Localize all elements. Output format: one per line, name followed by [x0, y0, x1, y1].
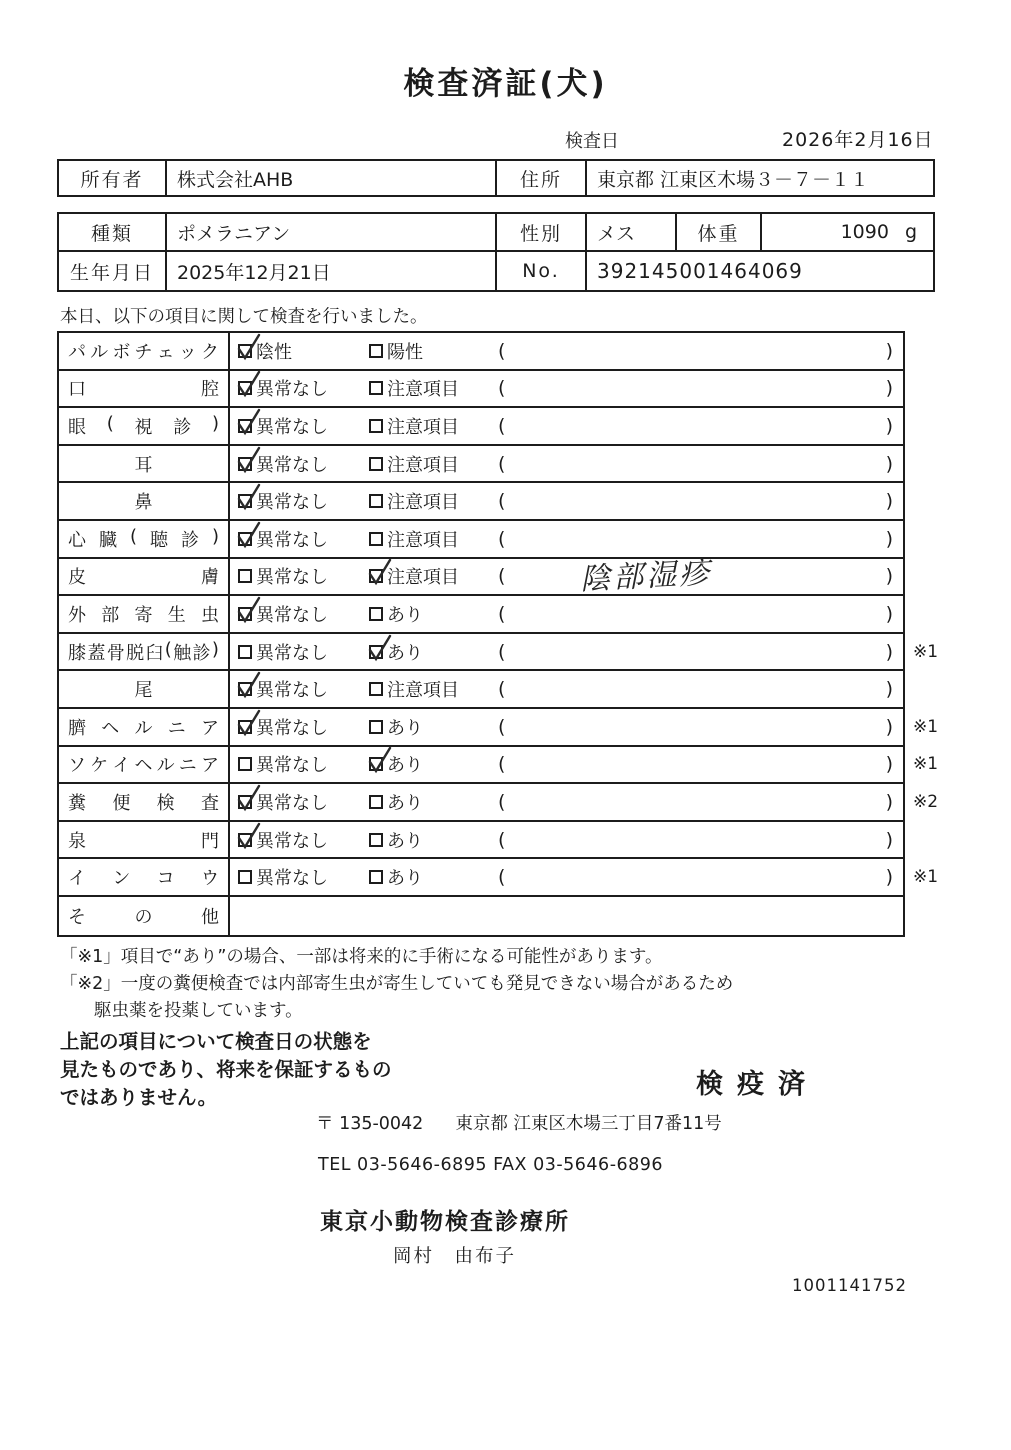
paren-field [498, 822, 893, 858]
checkbox-1 [238, 569, 252, 583]
item-label: 鼻 [134, 492, 153, 514]
check-mark-icon [236, 408, 262, 436]
disclaimer-line-2: 見たものであり、将来を保証するもの [60, 1058, 392, 1081]
paren-open: ( [498, 602, 506, 625]
check-mark-icon [236, 370, 262, 398]
option-1 [238, 559, 328, 595]
item-cell [59, 408, 230, 444]
row-content [230, 446, 903, 482]
row-content [230, 596, 903, 632]
clinic-name: 東京小動物検査診療所 [320, 1209, 570, 1235]
paren-field [498, 555, 893, 597]
item-cell [59, 747, 230, 783]
option1-label: 異常なし [256, 567, 328, 589]
paren-field [498, 483, 893, 519]
breed-row [59, 214, 933, 252]
check-mark-icon [236, 596, 262, 624]
checkbox-2 [369, 494, 383, 508]
paren-field [498, 859, 893, 895]
paren-field [498, 747, 893, 783]
option-1 [238, 859, 328, 895]
no-label: No. [497, 252, 587, 290]
item-cell [59, 897, 230, 935]
row-content [230, 555, 903, 597]
row-content [230, 747, 903, 783]
paren-close: ) [885, 377, 893, 400]
checkbox-2 [369, 419, 383, 433]
option-2 [369, 521, 459, 557]
row-content [230, 709, 903, 745]
item-label: 尾 [134, 680, 153, 702]
option2-label: 陽性 [387, 341, 423, 363]
row-content [230, 784, 903, 820]
option2-label: あり [387, 830, 423, 852]
owner-table [57, 159, 935, 197]
inspection-row [59, 555, 903, 597]
check-mark-icon [236, 483, 262, 511]
item-label: 耳 [134, 454, 153, 476]
row-content [230, 822, 903, 858]
paren-close: ) [885, 527, 893, 550]
inspection-row [59, 446, 903, 484]
check-mark-icon [367, 746, 393, 774]
row-content [230, 483, 903, 519]
row-content [230, 634, 903, 670]
checkbox-2 [369, 757, 383, 771]
option1-label: 異常なし [256, 868, 328, 890]
checkbox-2 [369, 532, 383, 546]
option-1 [238, 371, 328, 407]
birth-row [59, 252, 933, 290]
inspection-row [59, 333, 903, 371]
row-content [230, 408, 903, 444]
inspection-row [59, 822, 903, 860]
option2-label: あり [387, 604, 423, 626]
paren-field [498, 596, 893, 632]
checkbox-1 [238, 344, 252, 358]
option1-label: 異常なし [256, 792, 328, 814]
option1-label: 異常なし [256, 642, 328, 664]
option2-label: あり [387, 717, 423, 739]
item-label: 皮 膚 [68, 567, 219, 589]
sex-label: 性別 [497, 214, 587, 250]
item-cell [59, 671, 230, 707]
option-1 [238, 822, 328, 858]
row-note: ※1 [913, 641, 939, 662]
paren-open: ( [498, 527, 506, 550]
row-note: ※1 [913, 754, 939, 775]
option1-label: 異常なし [256, 604, 328, 626]
checkbox-1 [238, 720, 252, 734]
disclaimer [60, 1028, 392, 1112]
check-mark-icon [236, 784, 262, 812]
option-1 [238, 408, 328, 444]
row-content [230, 521, 903, 557]
item-label: 糞 便 検 査 [68, 792, 219, 814]
option-2 [369, 709, 423, 745]
postal-line [316, 1110, 722, 1135]
paren-field [498, 446, 893, 482]
item-cell [59, 859, 230, 895]
weight-value: 1090 [840, 221, 889, 243]
option-2 [369, 671, 459, 707]
option2-label: 注意項目 [387, 529, 459, 551]
option-2 [369, 634, 423, 670]
row-content [230, 897, 903, 935]
weight-unit: g [904, 221, 917, 243]
checkbox-2 [369, 720, 383, 734]
option1-label: 異常なし [256, 755, 328, 777]
item-label: ソ ケ イ ヘ ル ニ ア [68, 755, 219, 777]
item-cell [59, 709, 230, 745]
inspection-row [59, 709, 939, 747]
option-2 [369, 371, 459, 407]
row-note: ※2 [913, 791, 939, 812]
vet-name: 岡村 由布子 [393, 1246, 517, 1267]
paren-close: ) [885, 452, 893, 475]
checkbox-1 [238, 532, 252, 546]
checkbox-1 [238, 419, 252, 433]
page-title: 検査済証(犬) [403, 66, 608, 102]
inspection-row [59, 747, 939, 785]
paren-open: ( [498, 377, 506, 400]
tel-fax-line: TEL 03-5646-6895 FAX 03-5646-6896 [318, 1155, 664, 1175]
row-note: ※1 [913, 867, 939, 888]
option2-label: あり [387, 868, 423, 890]
checkbox-2 [369, 381, 383, 395]
option-1 [238, 596, 328, 632]
footnote-1: 「※1」項目で“あり”の場合、一部は将来的に手術になる可能性があります。 [60, 947, 663, 967]
item-cell [59, 371, 230, 407]
option1-label: 異常なし [256, 454, 328, 476]
option-1 [238, 333, 292, 369]
item-cell [59, 784, 230, 820]
paren-close: ) [885, 414, 893, 437]
no-value: 392145001464069 [597, 259, 803, 283]
checkbox-1 [238, 870, 252, 884]
option2-label: 注意項目 [387, 379, 459, 401]
option2-label: 注意項目 [387, 416, 459, 438]
item-label: 外 部 寄 生 虫 [68, 604, 219, 626]
disclaimer-line-3: ではありません。 [60, 1086, 218, 1109]
checkbox-2 [369, 870, 383, 884]
checkbox-1 [238, 682, 252, 696]
paren-close: ) [885, 640, 893, 663]
paren-field [498, 709, 893, 745]
paren-field [498, 408, 893, 444]
footnote-3: 駆虫薬を投薬しています。 [94, 1001, 303, 1021]
address-value: 東京都 江東区木場３－７－１１ [597, 168, 870, 191]
option-1 [238, 671, 328, 707]
option1-label: 異常なし [256, 717, 328, 739]
inspection-row [59, 521, 903, 559]
postal-code: 〒 135-0042 [316, 1114, 424, 1134]
quarantine-stamp: 検疫済 [696, 1069, 819, 1100]
birth-value: 2025年12月21日 [167, 252, 497, 290]
option-2 [369, 559, 459, 595]
option-1 [238, 634, 328, 670]
checkbox-2 [369, 344, 383, 358]
option1-label: 異常なし [256, 680, 328, 702]
row-content [230, 671, 903, 707]
intro-text: 本日、以下の項目に関して検査を行いました。 [60, 307, 428, 327]
owner-label: 所有者 [59, 161, 167, 195]
item-label: 膝 蓋 骨 脱 臼 ( 触 診 ) [68, 638, 219, 664]
paren-close: ) [885, 678, 893, 701]
inspection-table [57, 331, 939, 937]
serial-number: 1001141752 [792, 1276, 907, 1295]
item-cell [59, 596, 230, 632]
option1-label: 異常なし [256, 529, 328, 551]
paren-open: ( [498, 339, 506, 362]
checkbox-2 [369, 682, 383, 696]
check-mark-icon [367, 634, 393, 662]
paren-close: ) [885, 866, 893, 889]
checkbox-2 [369, 795, 383, 809]
paren-close: ) [885, 753, 893, 776]
paren-field [498, 784, 893, 820]
option1-label: 異常なし [256, 492, 328, 514]
option1-label: 異常なし [256, 830, 328, 852]
paren-open: ( [498, 414, 506, 437]
item-label: 泉 門 [68, 830, 219, 852]
paren-open: ( [498, 452, 506, 475]
paren-close: ) [885, 602, 893, 625]
breed-label: 種類 [59, 214, 167, 250]
option-1 [238, 784, 328, 820]
check-mark-icon [236, 446, 262, 474]
check-mark-icon [236, 671, 262, 699]
option-1 [238, 747, 328, 783]
paren-open: ( [498, 790, 506, 813]
option2-label: あり [387, 755, 423, 777]
option-2 [369, 784, 423, 820]
paren-open: ( [498, 678, 506, 701]
inspection-row [59, 671, 903, 709]
paren-open: ( [498, 866, 506, 889]
paren-open: ( [498, 715, 506, 738]
checkbox-1 [238, 795, 252, 809]
paren-close: ) [885, 565, 893, 588]
clinic-address: 東京都 江東区木場三丁目7番11号 [455, 1114, 722, 1134]
paren-close: ) [885, 790, 893, 813]
owner-value: 株式会社AHB [167, 161, 497, 195]
option-2 [369, 408, 459, 444]
paren-value: 陰部湿疹 [579, 555, 714, 597]
checkbox-2 [369, 457, 383, 471]
address-label: 住所 [497, 161, 587, 195]
item-cell [59, 333, 230, 369]
option-2 [369, 747, 423, 783]
inspection-row [59, 859, 939, 897]
item-label: 心 臓 ( 聴 診 ) [68, 525, 219, 551]
row-content [230, 371, 903, 407]
weight-cell [762, 214, 933, 250]
inspection-row [59, 483, 903, 521]
item-label: パ ル ボ チ ェ ッ ク [68, 341, 219, 363]
option-2 [369, 822, 423, 858]
inspection-date-label: 検査日 [565, 131, 619, 152]
item-label: イ ン コ ウ [68, 868, 219, 890]
inspection-row [59, 784, 939, 822]
row-content [230, 333, 903, 369]
paren-open: ( [498, 490, 506, 513]
check-mark-icon [367, 558, 393, 586]
item-cell [59, 559, 230, 595]
sex-value: メス [587, 214, 677, 250]
check-mark-icon [236, 709, 262, 737]
item-cell [59, 483, 230, 519]
footnotes [60, 944, 733, 1025]
footnote-2: 「※2」一度の糞便検査では内部寄生虫が寄生していても発見できない場合があるため [60, 974, 734, 994]
weight-label: 体重 [677, 214, 762, 250]
birth-label: 生年月日 [59, 252, 167, 290]
checkbox-1 [238, 381, 252, 395]
paren-field [498, 333, 893, 369]
option-1 [238, 483, 328, 519]
option1-label: 異常なし [256, 416, 328, 438]
option1-label: 陰性 [256, 341, 292, 363]
item-cell [59, 634, 230, 670]
inspection-row [59, 371, 903, 409]
option1-label: 異常なし [256, 379, 328, 401]
row-note: ※1 [913, 716, 939, 737]
option2-label: 注意項目 [387, 567, 459, 589]
option2-label: あり [387, 642, 423, 664]
paren-close: ) [885, 715, 893, 738]
checkbox-1 [238, 757, 252, 771]
paren-field [498, 634, 893, 670]
item-label: そ の 他 [68, 906, 219, 928]
option-1 [238, 521, 328, 557]
paren-open: ( [498, 640, 506, 663]
animal-table [57, 212, 935, 292]
option-1 [238, 446, 328, 482]
checkbox-1 [238, 494, 252, 508]
item-cell [59, 521, 230, 557]
option2-label: 注意項目 [387, 492, 459, 514]
inspection-date-value: 2026年2月16日 [782, 129, 934, 151]
checkbox-2 [369, 607, 383, 621]
checkbox-1 [238, 457, 252, 471]
checkbox-1 [238, 607, 252, 621]
checkbox-2 [369, 645, 383, 659]
option-2 [369, 859, 423, 895]
paren-open: ( [498, 565, 506, 588]
option-1 [238, 709, 328, 745]
item-cell [59, 822, 230, 858]
option-2 [369, 483, 459, 519]
inspection-row [59, 408, 903, 446]
item-label: 臍 ヘ ル ニ ア [68, 717, 219, 739]
option-2 [369, 446, 459, 482]
option-2 [369, 333, 423, 369]
item-label: 眼 ( 視 診 ) [68, 412, 219, 438]
option-2 [369, 596, 423, 632]
check-mark-icon [236, 822, 262, 850]
paren-close: ) [885, 339, 893, 362]
paren-field [498, 371, 893, 407]
checkbox-1 [238, 833, 252, 847]
breed-value: ポメラニアン [167, 214, 497, 250]
option2-label: あり [387, 792, 423, 814]
inspection-row [59, 596, 903, 634]
checkbox-2 [369, 569, 383, 583]
paren-close: ) [885, 828, 893, 851]
disclaimer-line-1: 上記の項目について検査日の状態を [60, 1030, 372, 1053]
row-content [230, 859, 903, 895]
item-cell [59, 446, 230, 482]
item-label: 口 腔 [68, 379, 219, 401]
inspection-row [59, 897, 903, 935]
checkbox-2 [369, 833, 383, 847]
paren-open: ( [498, 753, 506, 776]
check-mark-icon [236, 333, 262, 361]
checkbox-1 [238, 645, 252, 659]
check-mark-icon [236, 521, 262, 549]
paren-close: ) [885, 490, 893, 513]
paren-open: ( [498, 828, 506, 851]
inspection-row [59, 634, 939, 672]
option2-label: 注意項目 [387, 680, 459, 702]
paren-field [498, 671, 893, 707]
option2-label: 注意項目 [387, 454, 459, 476]
